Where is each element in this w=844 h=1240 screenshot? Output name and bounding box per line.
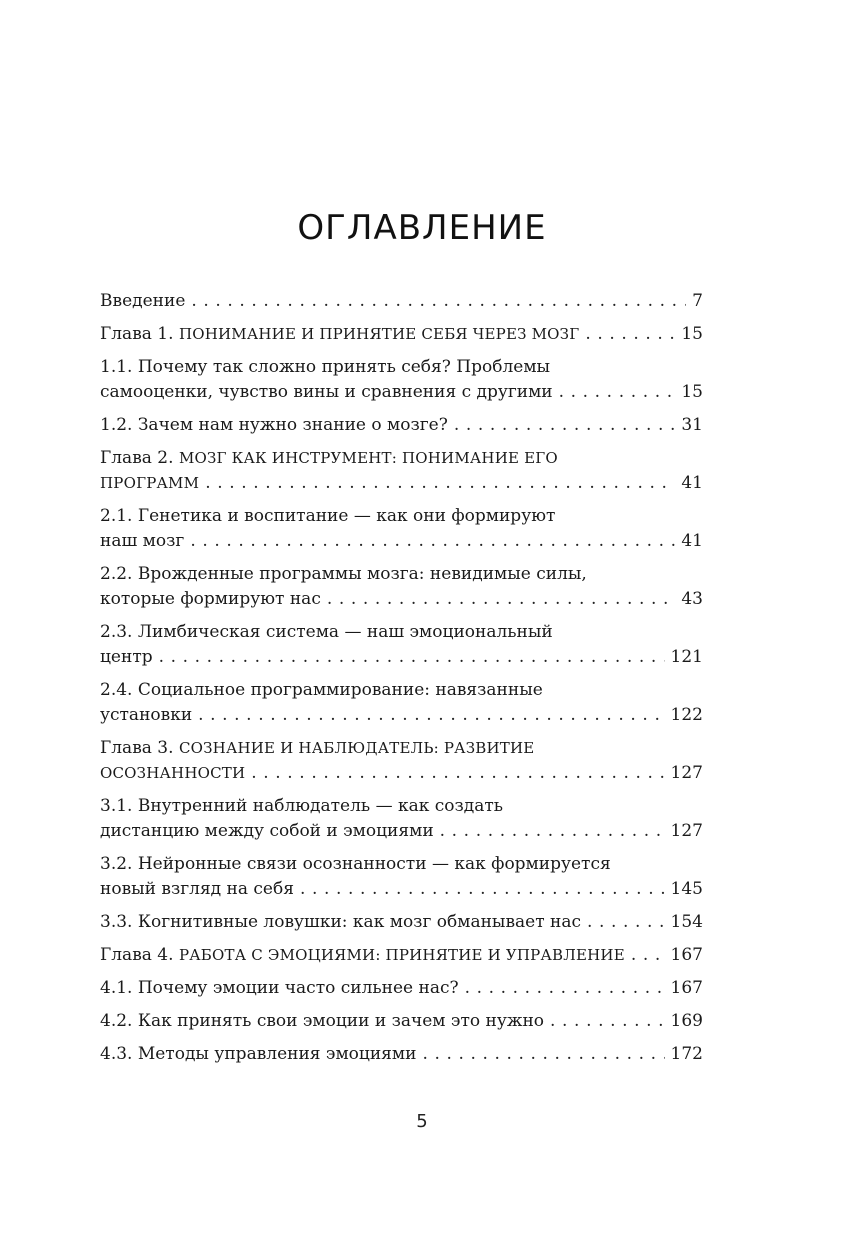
toc-entry-line xyxy=(100,587,703,612)
toc-entry-title: 4.2. Как принять свои эмоции и зачем это нужно xyxy=(100,1011,545,1031)
page-title: ОГЛАВЛЕНИЕ xyxy=(297,208,547,248)
toc-entry-line xyxy=(100,471,703,496)
dot-leader xyxy=(559,380,676,405)
toc-entry-title-line2: которые формируют нас xyxy=(100,589,321,609)
dot-leader xyxy=(191,289,686,314)
toc-entry-line xyxy=(100,943,703,968)
toc-entry-line xyxy=(100,910,703,935)
toc-page-number: 154 xyxy=(670,912,703,932)
toc-page-number: 43 xyxy=(681,589,703,609)
toc-chapter-title xyxy=(100,943,625,968)
toc-page-number: 127 xyxy=(670,821,703,841)
dot-leader xyxy=(300,877,665,902)
toc-entry[interactable] xyxy=(100,289,703,314)
toc-page-number: 121 xyxy=(670,647,703,667)
toc-entry-title-line2: самооценки, чувство вины и сравнения с другими xyxy=(100,382,553,402)
toc-page-number: 7 xyxy=(692,291,703,311)
toc-entry-title-line1: 2.3. Лимбическая система — наш эмоциональный xyxy=(100,622,553,642)
toc-page-number: 167 xyxy=(670,945,703,965)
chapter-name-line2: ОСОЗНАННОСТИ xyxy=(100,764,246,782)
toc-page-number: 122 xyxy=(670,705,703,725)
toc-entry-title-line1: 1.1. Почему так сложно принять себя? Проблемы xyxy=(100,357,551,377)
dot-leader xyxy=(251,761,664,786)
toc-entry-title-line1: 3.2. Нейронные связи осознанности — как формируется xyxy=(100,854,611,874)
toc-entry[interactable] xyxy=(100,562,703,612)
toc-page-number: 15 xyxy=(681,382,703,402)
chapter-name: ПОНИМАНИЕ И ПРИНЯТИЕ СЕБЯ ЧЕРЕЗ МОЗГ xyxy=(178,325,580,343)
toc-entry-line xyxy=(100,819,703,844)
dot-leader xyxy=(585,322,675,347)
chapter-name: РАБОТА С ЭМОЦИЯМИ: ПРИНЯТИЕ И УПРАВЛЕНИЕ xyxy=(178,946,625,964)
toc-entry-line xyxy=(100,645,703,670)
toc-chapter-title-line1 xyxy=(100,446,703,471)
toc-page-number: 145 xyxy=(670,879,703,899)
toc-entry[interactable] xyxy=(100,504,703,554)
dot-leader xyxy=(465,976,665,1001)
toc-entry[interactable] xyxy=(100,678,703,728)
chapter-prefix: Глава 2. xyxy=(100,448,179,468)
toc-entry-line xyxy=(100,413,703,438)
toc-page-number: 31 xyxy=(681,415,703,435)
toc-entry-title-line1: 2.1. Генетика и воспитание — как они формируют xyxy=(100,506,556,526)
toc-page-number: 172 xyxy=(670,1044,703,1064)
toc-page-number: 127 xyxy=(670,763,703,783)
toc-entry-line xyxy=(100,1009,703,1034)
toc-entry-title-line1: 2.4. Социальное программирование: навязанные xyxy=(100,680,543,700)
toc-entry[interactable] xyxy=(100,976,703,1001)
dot-leader xyxy=(631,943,665,968)
chapter-prefix: Глава 1. xyxy=(100,324,179,344)
toc-page-number: 41 xyxy=(681,531,703,551)
toc-entry-title-line2: дистанцию между собой и эмоциями xyxy=(100,821,434,841)
toc-entry-title-line2: новый взгляд на себя xyxy=(100,879,294,899)
toc-entry-line xyxy=(100,761,703,786)
chapter-prefix: Глава 4. xyxy=(100,945,179,965)
toc-entry-title: 4.1. Почему эмоции часто сильнее нас? xyxy=(100,978,459,998)
toc-entry-line xyxy=(100,976,703,1001)
toc-page-number: 15 xyxy=(681,324,703,344)
toc-entry-title-line1: 2.2. Врожденные программы мозга: невидимые силы, xyxy=(100,564,587,584)
dot-leader xyxy=(198,703,664,728)
toc-chapter[interactable] xyxy=(100,943,703,968)
toc-entry[interactable] xyxy=(100,1042,703,1067)
dot-leader xyxy=(550,1009,665,1034)
toc-entry-title-line2: установки xyxy=(100,705,193,725)
dot-leader xyxy=(587,910,665,935)
toc-chapter-title-line1 xyxy=(100,736,703,761)
toc-entry[interactable] xyxy=(100,413,703,438)
toc-entry-line xyxy=(100,703,703,728)
toc-entry-line xyxy=(100,380,703,405)
toc-chapter[interactable] xyxy=(100,446,703,496)
toc-entry-title: 4.3. Методы управления эмоциями xyxy=(100,1044,417,1064)
dot-leader xyxy=(205,471,675,496)
page-number: 5 xyxy=(416,1111,428,1132)
dot-leader xyxy=(454,413,676,438)
dot-leader xyxy=(327,587,676,612)
toc-entry[interactable] xyxy=(100,852,703,902)
toc-entry-title-line1: 3.1. Внутренний наблюдатель — как создать xyxy=(100,796,504,816)
dot-leader xyxy=(190,529,675,554)
toc-entry[interactable] xyxy=(100,910,703,935)
toc-entry[interactable] xyxy=(100,1009,703,1034)
toc-entry-title-line2: центр xyxy=(100,647,153,667)
toc-page-number: 167 xyxy=(670,978,703,998)
chapter-prefix: Глава 3. xyxy=(100,738,179,758)
toc-entry[interactable] xyxy=(100,794,703,844)
toc-entry-title: Введение xyxy=(100,291,186,311)
dot-leader xyxy=(422,1042,664,1067)
toc-entry[interactable] xyxy=(100,355,703,405)
chapter-name-line1: МОЗГ КАК ИНСТРУМЕНТ: ПОНИМАНИЕ ЕГО xyxy=(178,449,558,467)
toc-entry-line xyxy=(100,529,703,554)
table-of-contents xyxy=(100,289,703,1075)
toc-entry-title: 3.3. Когнитивные ловушки: как мозг обманывает нас xyxy=(100,912,582,932)
toc-chapter-title xyxy=(100,322,579,347)
toc-page-number: 169 xyxy=(670,1011,703,1031)
dot-leader xyxy=(440,819,665,844)
dot-leader xyxy=(159,645,665,670)
toc-entry-line xyxy=(100,289,703,314)
toc-entry-title: 1.2. Зачем нам нужно знание о мозге? xyxy=(100,415,448,435)
toc-chapter[interactable] xyxy=(100,322,703,347)
toc-entry-line xyxy=(100,322,703,347)
chapter-name-line1: СОЗНАНИЕ И НАБЛЮДАТЕЛЬ: РАЗВИТИЕ xyxy=(178,739,535,757)
toc-entry-line xyxy=(100,877,703,902)
toc-entry[interactable] xyxy=(100,620,703,670)
chapter-name-line2: ПРОГРАММ xyxy=(100,474,200,492)
toc-page-number: 41 xyxy=(681,473,703,493)
toc-entry-line xyxy=(100,1042,703,1067)
toc-entry-title-line2: наш мозг xyxy=(100,531,185,551)
toc-chapter[interactable] xyxy=(100,736,703,786)
